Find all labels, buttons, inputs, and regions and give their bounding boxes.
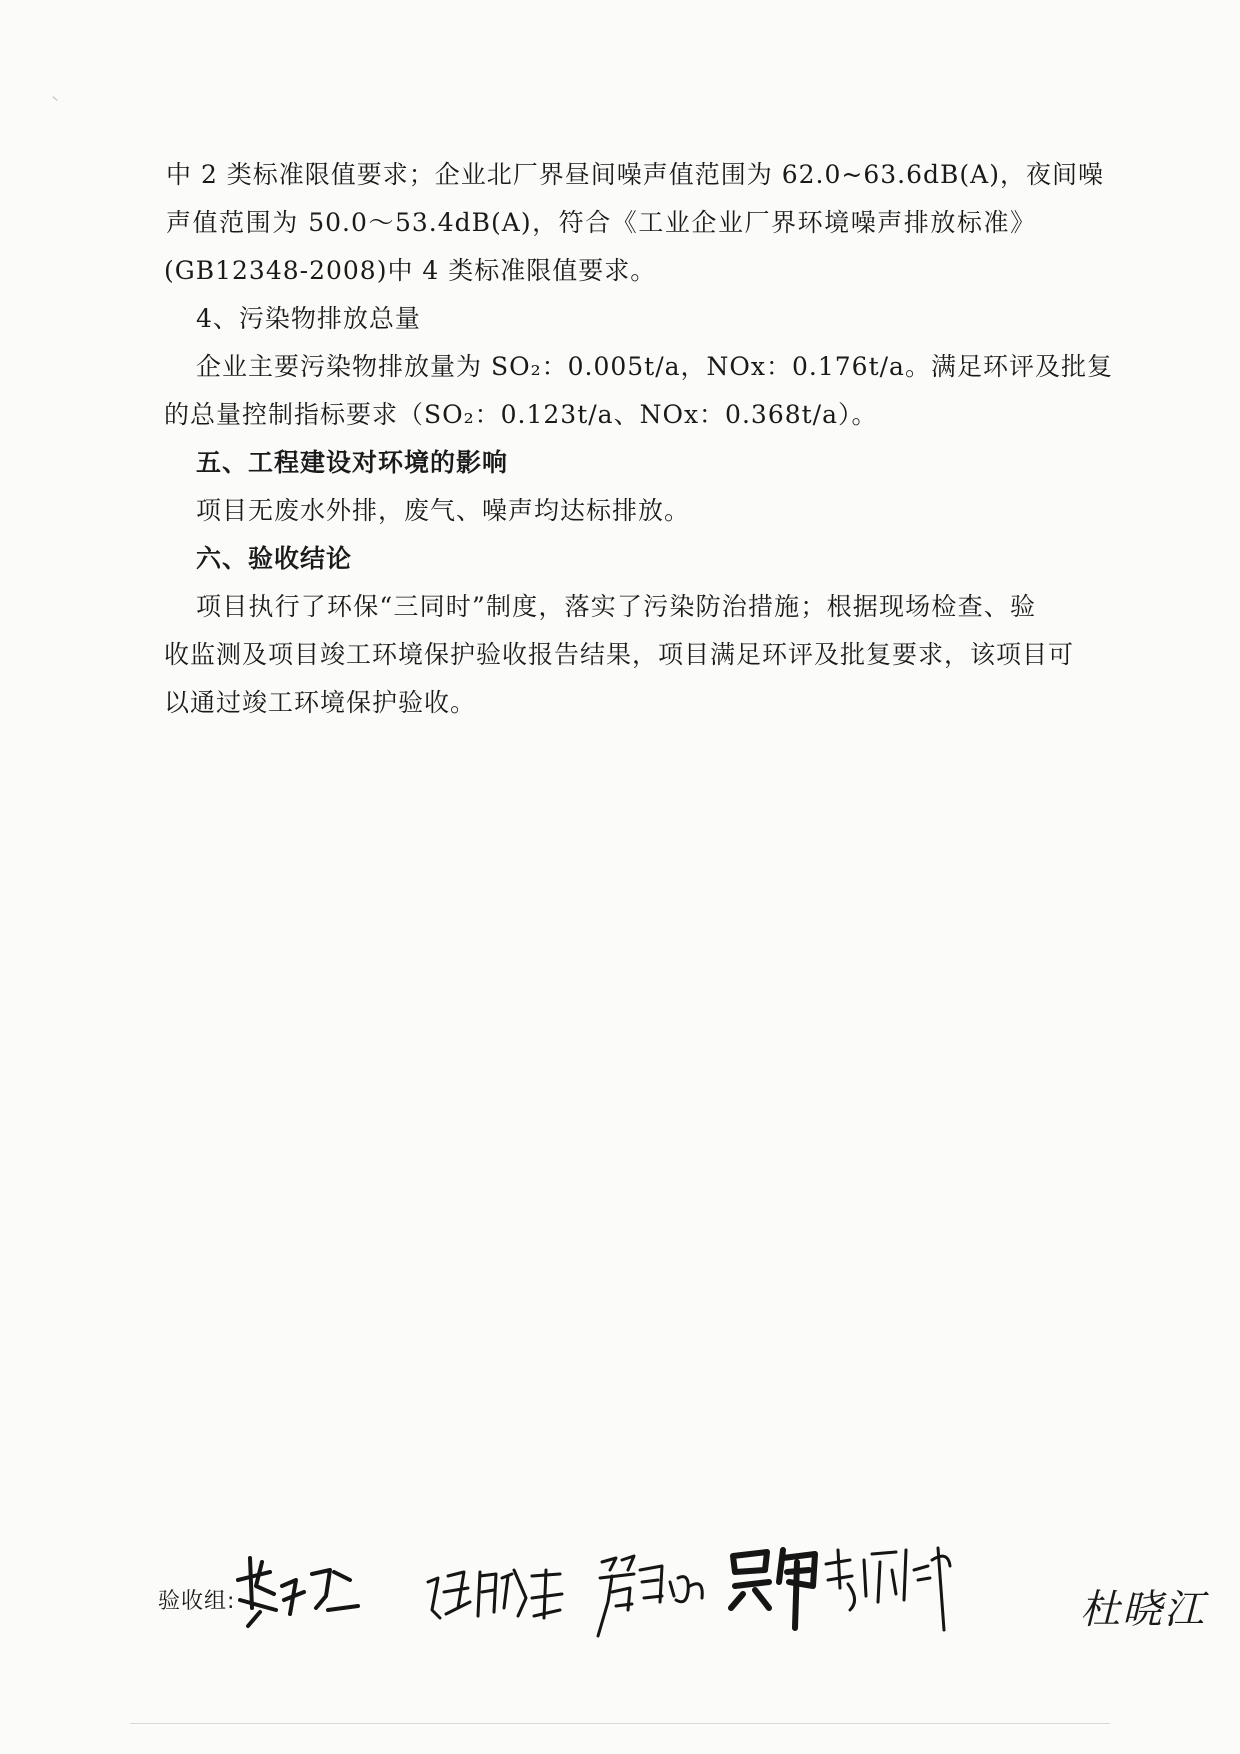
signature-5 (820, 1540, 955, 1635)
signature-4 (725, 1542, 825, 1634)
body-line-3: (GB12348-2008)中 4 类标准限值要求。 (164, 256, 657, 285)
section-6-line-2: 收监测及项目竣工环境保护验收报告结果，项目满足环评及批复要求，该项目可 (164, 640, 1075, 669)
signature-3 (590, 1548, 710, 1640)
signature-6: 杜晓江 (1080, 1587, 1206, 1633)
section-6-line-1: 项目执行了环保“三同时”制度，落实了污染防治措施；根据现场检查、验 (196, 592, 1036, 621)
section-6-title: 六、验收结论 (196, 544, 353, 573)
section-5-title: 五、工程建设对环境的影响 (196, 448, 509, 477)
body-line-2: 声值范围为 50.0～53.4dB(A)，符合《工业企业厂界环境噪声排放标准》 (166, 208, 1036, 237)
body-line-1: 中 2 类标准限值要求；企业北厂界昼间噪声值范围为 62.0~63.6dB(A)，夜间噪 (166, 160, 1104, 189)
section-4-title: 4、污染物排放总量 (196, 304, 421, 333)
section-4-line-1: 企业主要污染物排放量为 SO₂：0.005t/a，NOx：0.176t/a。满足环评及批复 (196, 352, 1113, 381)
signature-1 (230, 1550, 365, 1630)
section-4-line-2: 的总量控制指标要求（SO₂：0.123t/a、NOx：0.368t/a）。 (164, 400, 878, 429)
section-6-line-3: 以通过竣工环境保护验收。 (164, 688, 477, 717)
section-5-text: 项目无废水外排，废气、噪声均达标排放。 (196, 496, 691, 525)
signature-label: 验收组: (158, 1589, 236, 1614)
scan-speck (52, 96, 57, 101)
signature-block (150, 1540, 1210, 1640)
scan-edge-line (130, 1723, 1110, 1724)
signature-2 (422, 1558, 572, 1628)
